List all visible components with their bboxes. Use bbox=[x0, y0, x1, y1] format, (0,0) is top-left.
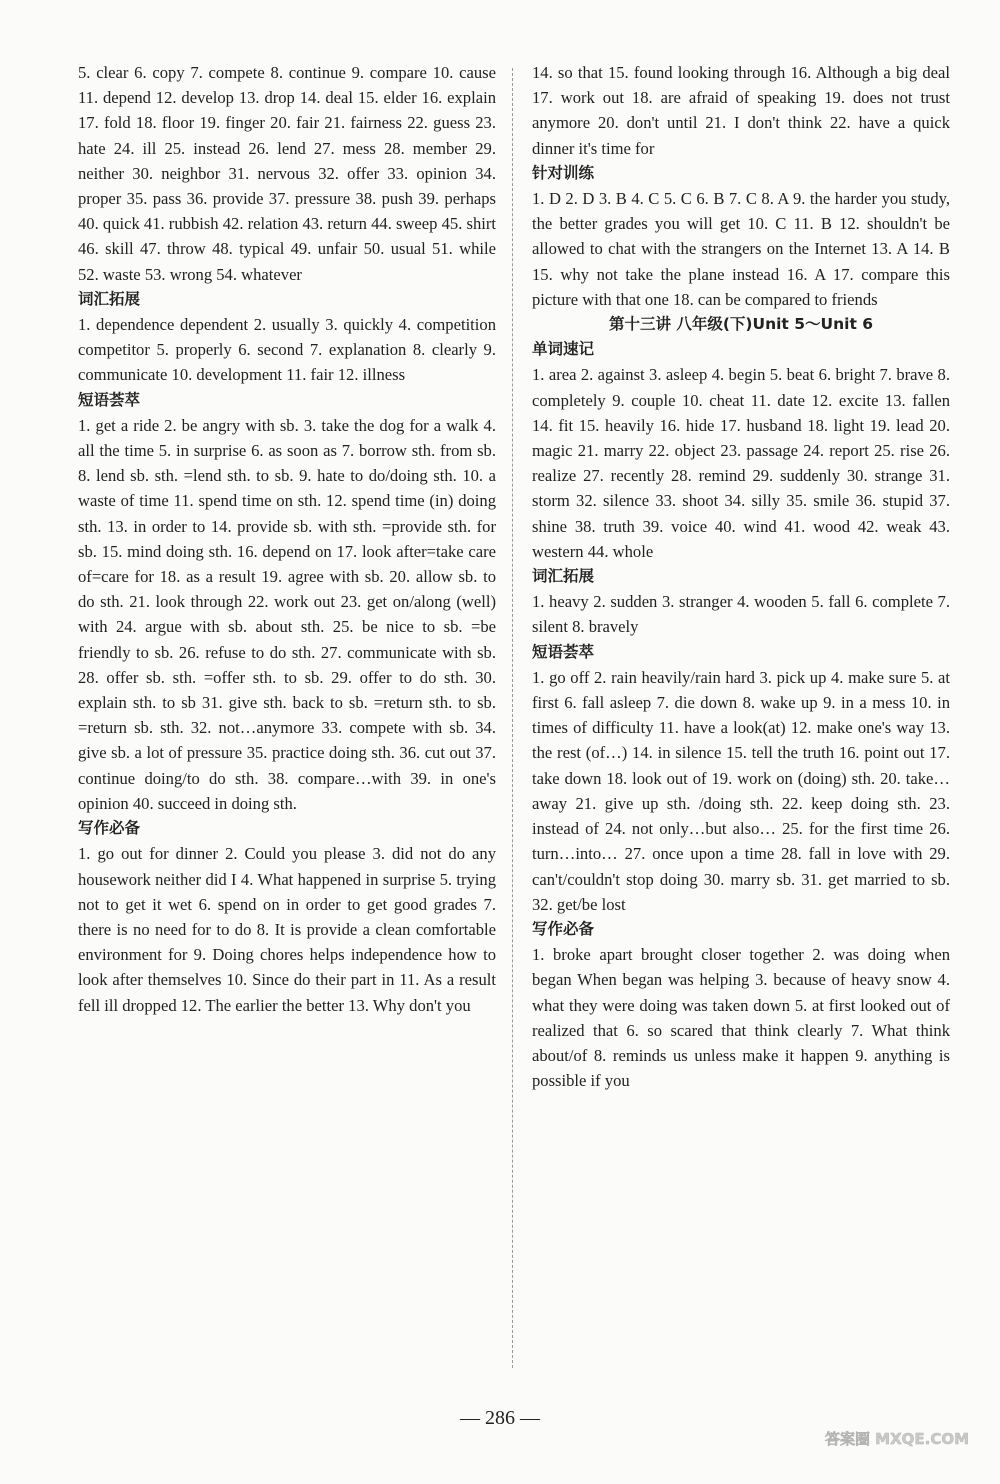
page-number: — 286 — bbox=[460, 1407, 540, 1429]
answer-block: 1. get a ride 2. be angry with sb. 3. take the dog for a walk 4. all the time 5. in surprise 6. as soon as 7. borrow sth. from sb. 8. lend sb. sth. =lend sth. to sb. 9. hate to do/doing sth. 10. a waste of time 11. spend time on sth. 12. spend time (in) doing sth. 13. in order to 14. provide sb. with sth. =provide sth. for sb. 15. mind doing sth. 16. depend on 17. look after=take care of=care for 18. as a result 19. agree with sb. 20. allow sb. to do sth. 21. look through 22. work out 23. get on/along (well) with 24. argue with sb. about sth. 25. be nice to sb. =be friendly to sb. 26. refuse to do sth. 27. communicate with sb. 28. offer sb. sth. =offer sth. to sb. 29. offer to do sth. 30. explain sth. to sb 31. give sth. back to sb. =return sth. to sb. =return sb. sth. 32. not…anymore 33. compete with sb. 34. give sb. a lot of pressure 35. practice doing sth. 36. cut out 37. continue doing/to do sth. 38. compare…with 39. in one's opinion 40. succeed in doing sth. bbox=[78, 415, 496, 813]
section-heading-phrases: 短语荟萃 bbox=[532, 642, 595, 661]
section-heading-drill: 针对训练 bbox=[532, 163, 595, 182]
answer-block: 1. heavy 2. sudden 3. stranger 4. wooden 5. fall 6. complete 7. silent 8. bravely bbox=[532, 592, 950, 637]
lesson-title: 第十三讲 八年级(下)Unit 5～Unit 6 bbox=[608, 315, 874, 334]
answer-block: 1. D 2. D 3. B 4. C 5. C 6. B 7. C 8. A 9. the harder you study, the better grades you will get 10. C 11. B 12. shouldn't be allowed to chat with the strangers on the Internet 13. A 14. B 15. why not take the plane instead 16. A 17. compare this picture with that one 18. can be compared to friends bbox=[532, 189, 950, 309]
answer-block: 5. clear 6. copy 7. compete 8. continue 9. compare 10. cause 11. depend 12. develop 13. drop 14. deal 15. elder 16. explain 17. fold 18. floor 19. finger 20. fair 21. fairness 22. guess 23. hate 24. ill 25. instead 26. lend 27. mess 28. member 29. neither 30. neighbor 31. nervous 32. offer 33. opinion 34. proper 35. pass 36. provide 37. pressure 38. push 39. perhaps 40. quick 41. rubbish 42. relation 43. return 44. sweep 45. shirt 46. skill 47. throw 48. typical 49. unfair 50. usual 51. while 52. waste 53. wrong 54. whatever bbox=[78, 63, 497, 284]
section-heading-writing: 写作必备 bbox=[532, 919, 595, 938]
answer-block: 1. area 2. against 3. asleep 4. begin 5. beat 6. bright 7. brave 8. completely 9. couple 10. cheat 11. date 12. excite 13. fallen 14. fit 15. heavily 16. hide 17. husband 18. light 19. lead 20. magic 21. marry 22. object 23. passage 24. report 25. rise 26. realize 27. recently 28. remind 29. suddenly 30. strange 31. storm 32. silence 33. shoot 34. silly 35. smile 36. stupid 37. shine 38. truth 39. voice 40. wind 41. wood 42. weak 43. western 44. whole bbox=[532, 365, 950, 561]
answer-block: 14. so that 15. found looking through 16. Although a big deal 17. work out 18. are afraid of speaking 19. does not trust anymore 20. don't until 21. I don't think 22. have a quick dinner it's time for bbox=[532, 63, 950, 158]
right-column bbox=[532, 60, 950, 1093]
answer-block: 1. go off 2. rain heavily/rain hard 3. pick up 4. make sure 5. at first 6. fall asleep 7. die down 8. wake up 9. in a mess 10. in times of difficulty 11. have a look(at) 12. make one's way 13. the rest (of…) 14. in silence 15. tell the truth 16. point out 17. take down 18. look out of 19. work on (doing) sth. 20. take…away 21. give up sth. /doing sth. 22. keep doing sth. 23. instead of 24. not only…but also… 25. for the first time 26. turn…into… 27. once upon a time 28. fall in love with 29. can't/couldn't stop doing 30. marry sb. 31. get married to sb. 32. get/be lost bbox=[532, 667, 950, 914]
section-heading-words: 单词速记 bbox=[532, 340, 595, 359]
section-heading-vocab: 词汇拓展 bbox=[78, 289, 141, 308]
answer-block: 1. go out for dinner 2. Could you please 3. did not do any housework neither did I 4. What happened in surprise 5. trying not to get it wet 6. spend on in order to get good grades 7. there is no need for to do 8. It is provide a clean comfortable environment for 9. Doing chores helps independence how to look after themselves 10. Since do their part in 11. As a result fell ill dropped 12. The earlier the better 13. Why don't you bbox=[78, 844, 496, 1015]
answer-block: 1. broke apart brought closer together 2. was doing when began When began was helping 3. because of heavy snow 4. what they were doing was taken down 5. at first looked out of realized that 6. so scared that think clearly 7. What think about/of 8. reminds us unless make it happen 9. anything is possible if you bbox=[532, 945, 950, 1091]
watermark-text: 答案圈 MXQE.COM bbox=[824, 1430, 970, 1448]
section-heading-phrases: 短语荟萃 bbox=[78, 390, 141, 409]
answer-block: 1. dependence dependent 2. usually 3. quickly 4. competition competitor 5. properly 6. second 7. explanation 8. clearly 9. communicate 10. development 11. fair 12. illness bbox=[78, 315, 496, 385]
section-heading-writing: 写作必备 bbox=[78, 819, 141, 838]
left-column bbox=[78, 60, 496, 1018]
watermark-logo bbox=[812, 1400, 982, 1472]
column-divider bbox=[512, 68, 513, 1368]
section-heading-vocab: 词汇拓展 bbox=[532, 567, 595, 586]
